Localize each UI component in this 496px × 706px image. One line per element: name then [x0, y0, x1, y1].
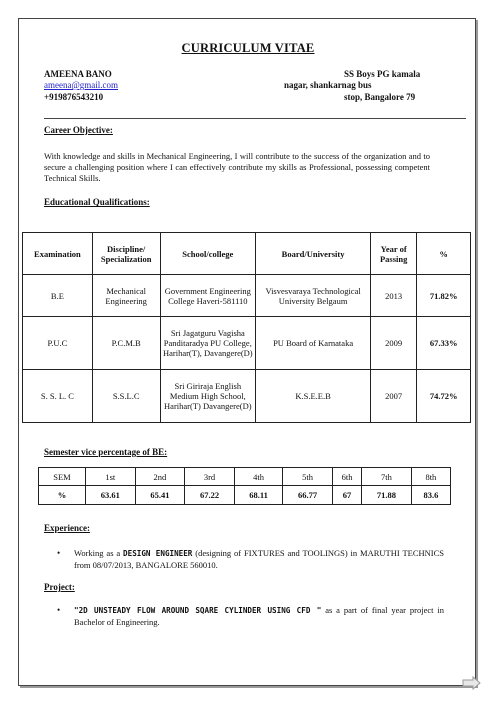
education-heading: Educational Qualifications:: [44, 197, 150, 207]
edu-cell: 71.82%: [417, 275, 471, 317]
edu-col-school: School/college: [160, 233, 256, 275]
experience-prefix: Working as a: [74, 548, 124, 558]
sem-value: %: [39, 486, 86, 505]
career-objective-text: With knowledge and skills in Mechanical Engineering, I will contribute to the success of the organization and to secure a challenging position where I can effectively contribute my skills as Professional, possessing competent Technical Skills.: [44, 151, 430, 183]
edu-cell: Sri Giriraja English Medium High School, Harihar(T) Davangere(D): [160, 370, 256, 423]
sem-value: 83.6: [411, 486, 450, 505]
semester-value-row: [39, 486, 451, 505]
sem-col: 7th: [362, 468, 412, 486]
edu-cell: K.S.E.E.B: [256, 370, 371, 423]
edu-col-board: Board/University: [256, 233, 371, 275]
sem-value: 65.41: [135, 486, 185, 505]
project-heading: Project:: [44, 582, 75, 592]
edu-cell: Visvesvaraya Technological University Belgaum: [256, 275, 371, 317]
sem-value: 67: [332, 486, 361, 505]
career-objective-heading: Career Objective:: [44, 125, 113, 135]
edu-cell: P.C.M.B: [92, 317, 160, 370]
edu-cell: PU Board of Karnataka: [256, 317, 371, 370]
divider: [44, 118, 466, 119]
semester-heading: Semester vice percentage of BE:: [44, 447, 168, 457]
semester-table: [38, 467, 451, 505]
sem-col: 4th: [234, 468, 282, 486]
sem-value: 71.88: [362, 486, 412, 505]
sem-col: 8th: [411, 468, 450, 486]
edu-cell: Mechanical Engineering: [92, 275, 160, 317]
list-item: [44, 605, 444, 628]
project-detail: as a part of final year project in Bachelor of Engineering.: [74, 605, 444, 627]
sem-col: 1st: [86, 468, 136, 486]
semester-header-row: [39, 468, 451, 486]
sem-value: 63.61: [86, 486, 136, 505]
edu-cell: 67.33%: [417, 317, 471, 370]
edu-cell: Government Engineering College Haveri-581110: [160, 275, 256, 317]
sem-col: 6th: [332, 468, 361, 486]
table-row: [23, 317, 471, 370]
edu-cell: 74.72%: [417, 370, 471, 423]
experience-detail: (designing of FIXTURES and TOOLINGS) in MARUTHI TECHNICS from 08/07/2013, BANGALORE 560010.: [74, 548, 445, 570]
next-page-arrow-icon[interactable]: [462, 676, 482, 690]
edu-cell: P.U.C: [23, 317, 93, 370]
email-link[interactable]: ameena@gmail.com: [44, 80, 119, 90]
sem-col: 5th: [283, 468, 333, 486]
edu-col-discipline: Discipline/ Specialization: [92, 233, 160, 275]
sem-value: 68.11: [234, 486, 282, 505]
education-table: [22, 232, 471, 423]
address-line-3: stop, Bangalore 79: [344, 92, 416, 102]
sem-col: SEM: [39, 468, 86, 486]
edu-cell: 2007: [371, 370, 417, 423]
sem-col: 3rd: [185, 468, 235, 486]
project-list: [44, 605, 444, 628]
edu-cell: 2009: [371, 317, 417, 370]
edu-cell: Sri Jagatguru Vagisha Panditaradya PU College, Harihar(T), Davangere(D): [160, 317, 256, 370]
edu-cell: S.S.L.C: [92, 370, 160, 423]
table-row: [23, 275, 471, 317]
page-title: CURRICULUM VITAE: [181, 41, 315, 55]
edu-col-examination: Examination: [23, 233, 93, 275]
list-item: [44, 548, 444, 571]
address-line-1: SS Boys PG kamala: [344, 69, 421, 79]
experience-heading: Experience:: [44, 523, 90, 533]
edu-cell: 2013: [371, 275, 417, 317]
edu-col-year: Year of Passing: [371, 233, 417, 275]
experience-list: [44, 548, 444, 571]
edu-cell: S. S. L. C: [23, 370, 93, 423]
edu-col-percent: %: [417, 233, 471, 275]
table-row: [23, 370, 471, 423]
edu-cell: B.E: [23, 275, 93, 317]
address-line-2: nagar, shankarnag bus: [284, 80, 372, 90]
project-title: "2D UNSTEADY FLOW AROUND SQARE CYLINDER USING CFD ": [74, 606, 322, 615]
applicant-name: AMEENA BANO: [44, 69, 112, 79]
sem-value: 66.77: [283, 486, 333, 505]
phone-number: +919876543210: [44, 92, 104, 102]
sem-value: 67.22: [185, 486, 235, 505]
sem-col: 2nd: [135, 468, 185, 486]
experience-role: DESIGN ENGINEER: [123, 549, 193, 558]
